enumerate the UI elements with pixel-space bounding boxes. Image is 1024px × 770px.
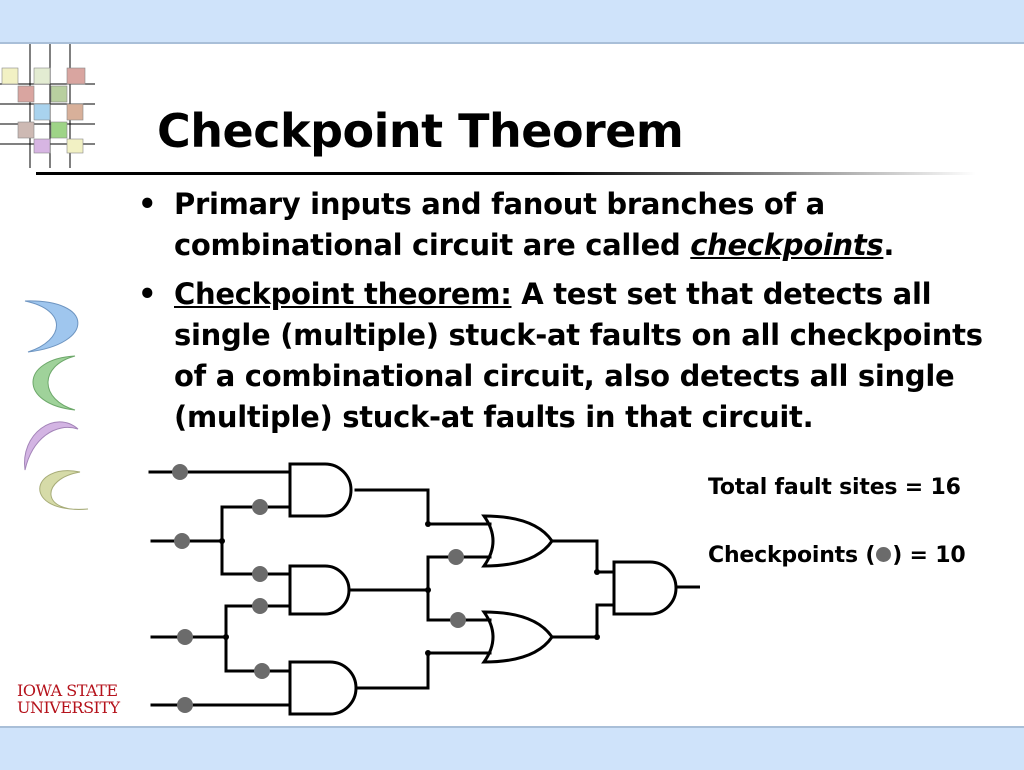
top-band [0, 0, 1024, 44]
checkpoints-prefix: Checkpoints ( [708, 543, 876, 568]
and-gate-final [614, 562, 676, 614]
bullet-list [138, 184, 1018, 446]
checkpoint-dot [252, 566, 268, 582]
checkpoint-dot [177, 697, 193, 713]
bullet1-end: . [883, 228, 895, 262]
bottom-band [0, 726, 1024, 770]
checkpoint-dot [254, 663, 270, 679]
university-logo [17, 682, 120, 716]
slide-title: Checkpoint Theorem [157, 104, 684, 158]
logo-line-2: UNIVERSITY [17, 698, 120, 717]
checkpoint-dot [172, 464, 188, 480]
and-gate-2 [290, 566, 349, 614]
checkpoint-dot [448, 549, 464, 565]
checkpoint-dot [177, 629, 193, 645]
checkpoint-dot [174, 533, 190, 549]
or-gate-1 [484, 516, 552, 566]
bullet-marker: • [138, 277, 157, 311]
title-underline [36, 172, 976, 175]
checkpoint-dot [252, 499, 268, 515]
logo-line-1: IOWA STATE [17, 681, 118, 700]
crescent-green [33, 356, 75, 410]
total-fault-sites-label: Total fault sites = 16 [708, 475, 961, 500]
checkpoints-suffix: ) = 10 [892, 543, 966, 568]
bullet-item-theorem [138, 274, 1018, 438]
or-gate-2 [484, 612, 552, 662]
bullet1-term: checkpoints [690, 228, 884, 262]
and-gate-3 [290, 662, 356, 714]
bullet2-text: A test set that detects all single (multiple) stuck-at faults on all checkpoints of a combinational circuit, also detects all single (multiple) stuck-at faults in that circuit. [174, 277, 983, 434]
bullet1-text: Primary inputs and fanout branches of a combinational circuit are called [174, 187, 825, 262]
and-gate-1 [290, 464, 351, 516]
bullet2-term: Checkpoint theorem: [174, 277, 512, 311]
checkpoint-dot [450, 612, 466, 628]
bullet-marker: • [138, 187, 157, 221]
checkpoint-dot [252, 598, 268, 614]
crescent-blue [25, 301, 78, 352]
checkpoint-legend-dot [876, 547, 891, 562]
bullet-item-checkpoints [138, 184, 1018, 266]
checkpoints-count-label [708, 543, 965, 568]
